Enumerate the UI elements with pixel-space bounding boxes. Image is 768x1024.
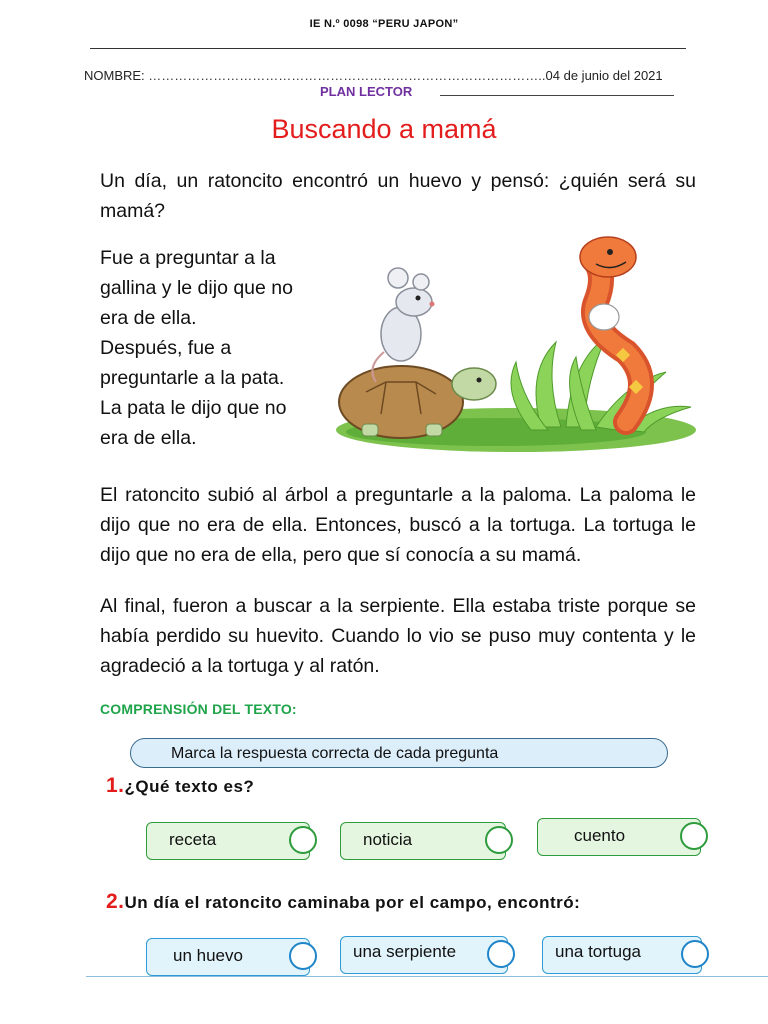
paragraph-2-line: Fue a preguntar a la	[100, 247, 276, 269]
option-label: una tortuga	[555, 942, 642, 961]
question-2-text: Un día el ratoncito caminaba por el campo, encontró	[124, 893, 575, 912]
answer-circle-icon[interactable]	[680, 822, 708, 850]
footer-divider	[86, 976, 768, 977]
story-title: Buscando a mamá	[271, 114, 497, 144]
paragraph-2	[100, 243, 308, 453]
paragraph-2-line: era de ella.	[100, 427, 197, 449]
question-2-number: 2.	[106, 890, 125, 913]
question-1-number: 1.	[106, 774, 125, 797]
plan-lector-heading	[320, 84, 680, 102]
q1-option-receta[interactable]	[146, 822, 310, 860]
paragraph-4: Al final, fueron a buscar a la serpiente. Ella estaba triste porque se había perdido su huevito. Cuando lo vio se puso muy contenta y le agradeció a la tortuga y al ratón.	[100, 595, 696, 677]
nombre-blank: ………………………………………………………………………………..	[148, 68, 546, 83]
paragraph-2-line: Después, fue a	[100, 337, 232, 359]
option-label: noticia	[363, 830, 413, 849]
answer-circle-icon[interactable]	[487, 940, 515, 968]
paragraph-1: Un día, un ratoncito encontró un huevo y pensó: ¿quién será su mamá?	[100, 170, 696, 222]
school-name: IE N.º 0098 “PERU JAPON”	[309, 18, 459, 30]
instruction-box: Marca la respuesta correcta de cada pregunta	[130, 738, 668, 768]
question-1-text: ¿Qué texto es?	[124, 777, 255, 796]
paragraph-2-line: era de ella.	[100, 307, 197, 329]
question-2	[106, 890, 580, 914]
date-text: 04 de junio del 2021	[545, 68, 663, 83]
comprension-heading: COMPRENSIÓN DEL TEXTO:	[100, 701, 297, 717]
header-divider	[90, 48, 686, 49]
question-1	[106, 774, 254, 798]
paragraph-3: El ratoncito subió al árbol a preguntarle a la paloma. La paloma le dijo que no era de ella. Entonces, buscó a la tortuga. La tortuga le dijo que no era de ella, pero que sí conocía a su mamá.	[100, 484, 696, 566]
q1-option-noticia[interactable]	[340, 822, 506, 860]
answer-circle-icon[interactable]	[289, 942, 317, 970]
paragraph-2-line: gallina y le dijo que no	[100, 277, 293, 299]
option-label: cuento	[574, 826, 626, 845]
name-date-row	[84, 68, 700, 83]
paragraph-2-line: preguntarle a la pata.	[100, 367, 285, 389]
answer-circle-icon[interactable]	[485, 826, 513, 854]
plan-lector-line	[440, 95, 674, 96]
option-label: receta	[169, 830, 217, 849]
option-label: una serpiente	[353, 942, 457, 961]
nombre-label: NOMBRE:	[84, 68, 145, 83]
mouse-turtle-snake-egg-illustration	[326, 232, 696, 457]
q2-option-un-huevo[interactable]	[146, 938, 310, 976]
answer-circle-icon[interactable]	[681, 940, 709, 968]
answer-circle-icon[interactable]	[289, 826, 317, 854]
q2-option-una-tortuga[interactable]	[542, 936, 702, 974]
question-2-suffix: :	[574, 893, 581, 912]
plan-lector-label: PLAN LECTOR	[320, 84, 413, 99]
option-label: un huevo	[173, 946, 243, 965]
paragraph-2-line: La pata le dijo que no	[100, 397, 287, 419]
q1-option-cuento[interactable]	[537, 818, 701, 856]
q2-option-una-serpiente[interactable]	[340, 936, 508, 974]
